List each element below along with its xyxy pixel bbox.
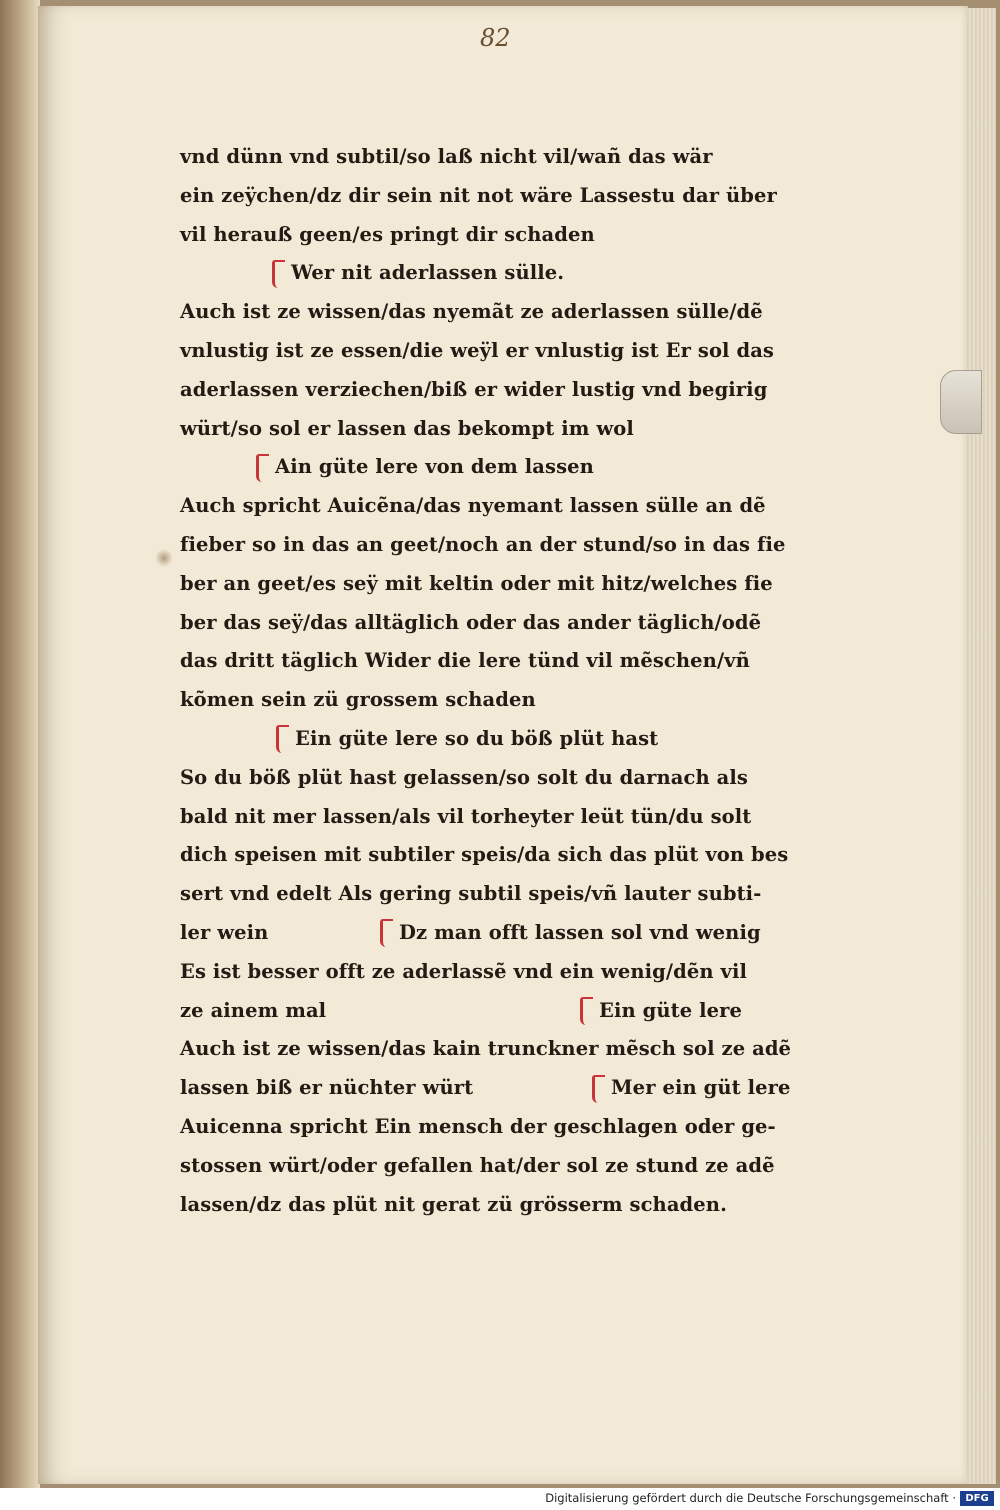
line-text: lassen/dz das plüt nit gerat zü grösserm schaden. [180, 1192, 727, 1216]
rubric-mark-icon [256, 454, 269, 482]
inline-section-heading [580, 992, 742, 1031]
text-line [180, 138, 820, 177]
text-line [180, 177, 820, 216]
line-text: Wer nit aderlassen sülle. [291, 261, 565, 285]
page-stack-edges [966, 8, 996, 1484]
text-line [180, 953, 820, 992]
rubric-mark-icon [276, 725, 289, 753]
line-text: Auch ist ze wissen/das kain trunckner mẽsch sol ze adẽ [180, 1037, 792, 1061]
paper-stain [156, 548, 172, 568]
line-text: dich speisen mit subtiler speis/da sich das plüt von bes [180, 843, 789, 867]
text-line [180, 642, 820, 681]
line-text: Ein güte lere so du böß plüt hast [295, 726, 659, 750]
text-line [180, 836, 820, 875]
section-heading [180, 254, 820, 293]
text-line [180, 1147, 820, 1186]
text-line [180, 410, 820, 449]
text-line [180, 1108, 820, 1147]
line-text: stossen würt/oder gefallen hat/der sol ze stund ze adẽ [180, 1153, 775, 1177]
line-text: ber das seÿ/das alltäglich oder das ander täglich/odẽ [180, 610, 762, 634]
line-text: Auch ist ze wissen/das nyemãt ze aderlassen sülle/dẽ [180, 300, 763, 324]
footer-bar [0, 1488, 1000, 1510]
text-line [180, 875, 820, 914]
rubric-mark-icon [580, 997, 593, 1025]
text-line [180, 371, 820, 410]
line-text: Auicenna spricht Ein mensch der geschlagen oder ge- [180, 1114, 776, 1138]
inline-section-heading [592, 1069, 791, 1108]
text-line [180, 681, 820, 720]
heading-text: Mer ein güt lere [611, 1076, 791, 1100]
text-line [180, 1186, 820, 1225]
line-text: lassen biß er nüchter würt [180, 1076, 474, 1100]
rubric-mark-icon [380, 919, 393, 947]
line-text: ein zeÿchen/dz dir sein nit not wäre Lassestu dar über [180, 183, 777, 207]
line-text: kõmen sein zü grossem schaden [180, 688, 536, 712]
text-line [180, 604, 820, 643]
inline-section-heading [380, 914, 761, 953]
text-block [180, 138, 820, 1224]
text-line [180, 526, 820, 565]
text-line [180, 914, 820, 953]
text-line [180, 1069, 820, 1108]
line-text: vnlustig ist ze essen/die weÿl er vnlustig ist Er sol das [180, 338, 775, 362]
line-text: das dritt täglich Wider die lere tünd vil mẽschen/vñ [180, 649, 750, 673]
line-text: Auch spricht Auicẽna/das nyemant lassen sülle an dẽ [180, 494, 766, 518]
line-text: ler wein [180, 920, 269, 944]
text-line [180, 992, 820, 1031]
text-line [180, 332, 820, 371]
line-text: So du böß plüt hast gelassen/so solt du darnach als [180, 765, 748, 789]
text-line [180, 565, 820, 604]
rubric-mark-icon [592, 1075, 605, 1103]
line-text: vil herauß geen/es pringt dir schaden [180, 222, 595, 246]
line-text: Es ist besser offt ze aderlassẽ vnd ein wenig/dẽn vil [180, 959, 747, 983]
text-line [180, 759, 820, 798]
line-text: bald nit mer lassen/als vil torheyter leüt tün/du solt [180, 804, 752, 828]
line-text: würt/so sol er lassen das bekompt im wol [180, 416, 634, 440]
text-line [180, 487, 820, 526]
heading-text: Dz man offt lassen sol vnd wenig [399, 920, 761, 944]
text-line [180, 1030, 820, 1069]
line-text: vnd dünn vnd subtil/so laß nicht vil/wañ das wär [180, 145, 713, 168]
line-text: fieber so in das an geet/noch an der stund/so in das fie [180, 532, 786, 556]
text-line [180, 293, 820, 332]
line-text: ber an geet/es seÿ mit keltin oder mit hitz/welches fie [180, 571, 773, 595]
footer-credit: Digitalisierung gefördert durch die Deutsche Forschungsgemeinschaft · [545, 1491, 956, 1505]
line-text: aderlassen verziechen/biß er wider lustig vnd begirig [180, 377, 768, 401]
dfg-logo: DFG [960, 1491, 994, 1506]
folio-number: 82 [480, 24, 511, 52]
clip-marker [940, 370, 982, 434]
line-text: Ain güte lere von dem lassen [275, 455, 594, 479]
section-heading [180, 448, 820, 487]
text-line [180, 216, 820, 255]
section-heading [180, 720, 820, 759]
text-line [180, 798, 820, 837]
line-text: sert vnd edelt Als gering subtil speis/vñ lauter subti- [180, 882, 762, 906]
heading-text: Ein güte lere [599, 998, 743, 1022]
line-text: ze ainem mal [180, 998, 327, 1022]
left-page-edge [0, 0, 40, 1490]
rubric-mark-icon [272, 260, 285, 288]
